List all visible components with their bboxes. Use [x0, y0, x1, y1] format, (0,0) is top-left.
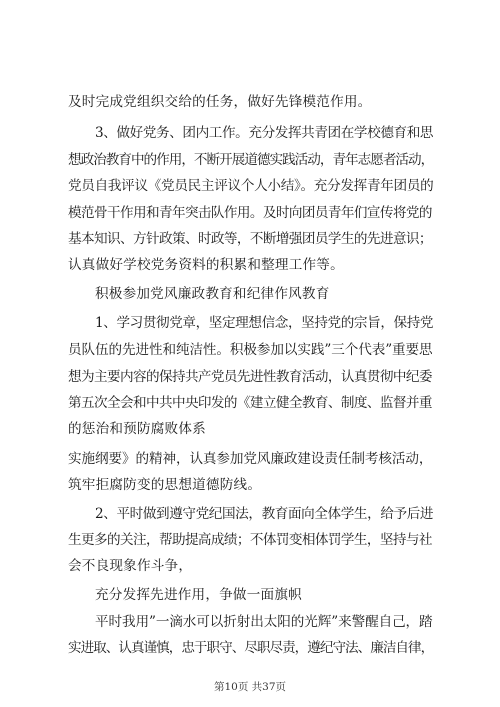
text-line: 认真做好学校党务资料的积累和整理工作等。 — [68, 257, 344, 273]
text-line: 员队伍的先进性和纯洁性。积极参加以实践”三个代表”重要思 — [68, 342, 433, 358]
text-line: 筑牢拒腐防变的思想道德防线。 — [68, 477, 262, 493]
text-line: 党员自我评议《党员民主评议个人小结》。充分发挥青年团员的 — [68, 178, 434, 194]
text-line: 实进取、认真谨慎，忠于职守、尽职尽责，遵纪守法、廉洁自律， — [68, 640, 434, 656]
text-line: 平时我用”一滴水可以折射出太阳的光辉”来警醒自己，踏 — [95, 614, 433, 630]
text-line: 实施纲要》的精神，认真参加党风廉政建设责任制考核活动， — [68, 451, 433, 467]
text-line: 2、平时做到遵守党纪国法，教育面向全体学生，给予后进 — [95, 506, 434, 522]
section-heading: 充分发挥先进作用，争做一面旗帜 — [95, 587, 302, 603]
text-line: 第五次全会和中共中央印发的《建立健全教育、制度、监督并重 — [68, 395, 432, 411]
text-line: 想政治教育中的作用，不断开展道德实践活动，青年志愿者活动， — [68, 152, 434, 168]
text-line: 基本知识、方针政策、时政等，不断增强团员学生的先进意识； — [68, 231, 432, 247]
text-line: 的惩治和预防腐败体系 — [68, 421, 206, 437]
text-line: 模范骨干作用和青年突击队作用。及时向团员青年们宣传将党的 — [68, 205, 432, 221]
text-line: 3、做好党务、团内工作。充分发挥共青团在学校德育和思 — [95, 125, 434, 141]
text-line: 及时完成党组织交给的任务，做好先锋模范作用。 — [68, 94, 372, 110]
text-line: 1、学习贯彻党章，坚定理想信念，坚持党的宗旨，保持党 — [95, 315, 434, 331]
page-footer: 第10页 共37页 — [213, 681, 287, 693]
section-heading: 积极参加党风廉政教育和纪律作风教育 — [95, 286, 330, 302]
text-line: 生更多的关注，帮助提高成绩；不体罚变相体罚学生，坚持与社 — [68, 532, 432, 548]
text-line: 会不良现象作斗争， — [68, 558, 193, 574]
text-line: 想为主要内容的保持共产党员先进性教育活动，认真贯彻中纪委 — [68, 369, 432, 385]
